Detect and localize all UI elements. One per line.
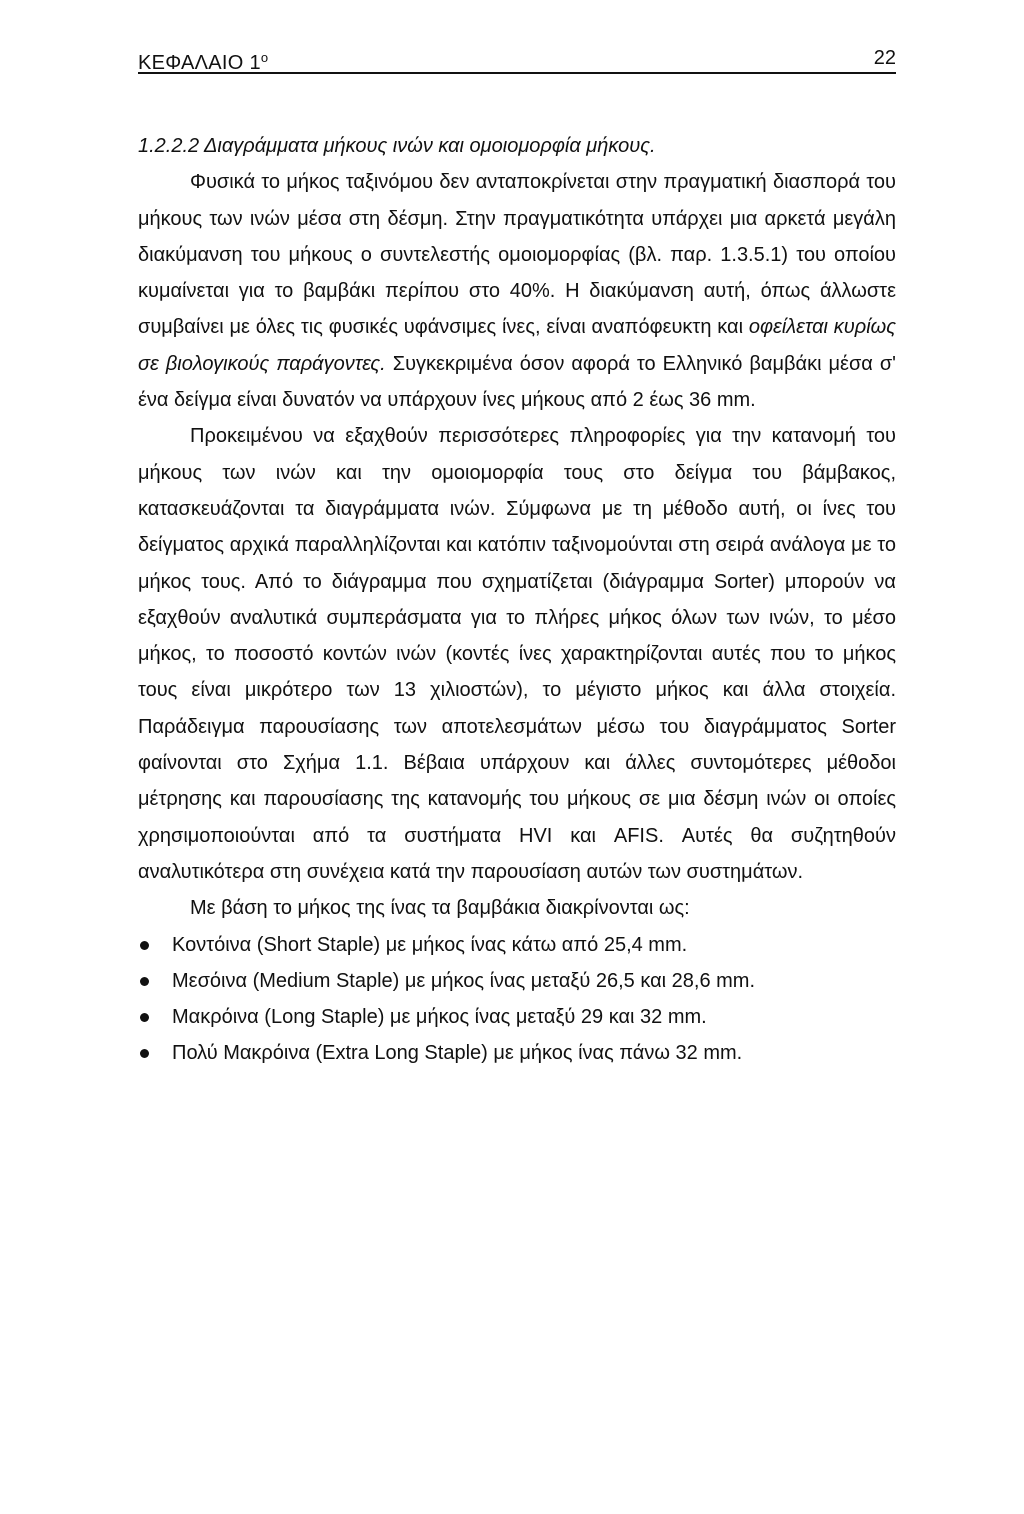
bullet-icon <box>140 977 149 986</box>
list-item-text: Μεσόινα (Medium Staple) με μήκος ίνας μεταξύ 26,5 και 28,6 mm. <box>172 969 756 992</box>
body-text <box>138 128 896 1072</box>
list-item <box>138 999 896 1035</box>
section-title: 1.2.2.2 Διαγράμματα μήκους ινών και ομοιομορφία μήκους. <box>138 135 656 157</box>
bullet-icon <box>140 941 149 950</box>
chapter-text: ΚΕΦΑΛΑΙΟ 1 <box>138 52 261 74</box>
staple-length-list <box>138 927 896 1072</box>
paragraph-2: Προκειμένου να εξαχθούν περισσότερες πληροφορίες για την κατανομή του μήκους των ινών και την ομοιομορφία τους στο δείγμα του βάμβακος, κατασκευάζονται τα διαγράμματα ινών. Σύμφωνα με τη μέθοδο αυτή, οι ίνες του δείγματος αρχικά παραλληλίζονται και κατόπιν ταξινομούνται στη σειρά ανάλογα με το μήκος τους. Από το διάγραμμα που σχηματίζεται (διάγραμμα Sorter) μπορούν να εξαχθούν αναλυτικά συμπεράσματα για το πλήρες μήκος όλων των ινών, το μέσο μήκος, το ποσοστό κοντών ινών (κοντές ίνες χαρακτηρίζονται αυτές που το μήκος τους είναι μικρότερο των 13 χιλιοστών), το μέγιστο μήκος και άλλα στοιχεία. Παράδειγμα παρουσίασης των αποτελεσμάτων μέσω του διαγράμματος Sorter φαίνονται στο Σχήμα 1.1. Βέβαια υπάρχουν και άλλες συντομότερες μέθοδοι μέτρησης και παρουσίασης της κατανομής του μήκους σε μια δέσμη ινών οι οποίες χρησιμοποιούνται από τα συστήματα HVI και AFIS. Αυτές θα συζητηθούν αναλυτικότερα στη συνέχεια κατά την παρουσίαση αυτών των συστημάτων. <box>138 425 896 883</box>
chapter-label <box>138 46 268 75</box>
paragraph-3: Με βάση το μήκος της ίνας τα βαμβάκια διακρίνονται ως: <box>190 897 690 920</box>
bullet-icon <box>140 1013 149 1022</box>
document-page <box>138 0 896 1514</box>
paragraph-1 <box>138 164 896 418</box>
paragraph-1-text-a: Φυσικά το μήκος ταξινόμου δεν ανταποκρίνεται στην πραγματική διασπορά του μήκους των ινών μέσα στη δέσμη. Στην πραγματικότητα υπάρχει μια αρκετά μεγάλη διακύμανση του μήκους ο συντελεστής ομοιομορφίας (βλ. παρ. 1.3.5.1) του οποίου κυμαίνεται για το βαμβάκι περίπου στο 40%. Η διακύμανση αυτή, όπως άλλωστε συμβαίνει με όλες τις φυσικές υφάνσιμες ίνες, είναι αναπόφευκτη και <box>138 171 896 339</box>
list-item-text: Πολύ Μακρόινα (Extra Long Staple) με μήκος ίνας πάνω 32 mm. <box>172 1042 743 1065</box>
paragraph-1-text-b: Συγκεκριμένα όσον αφορά το Ελληνικό βαμβάκι μέσα σ' ένα δείγμα είναι δυνατόν να υπάρχουν ίνες μήκους από 2 έως 36 mm. <box>138 352 897 412</box>
chapter-superscript: ο <box>260 50 269 65</box>
list-item <box>138 1035 896 1071</box>
list-item-text: Κοντόινα (Short Staple) με μήκος ίνας κάτω από 25,4 mm. <box>172 933 688 956</box>
list-item <box>138 963 896 999</box>
page-number: 22 <box>873 47 896 69</box>
list-item <box>138 927 896 963</box>
running-header <box>138 46 896 74</box>
list-item-text: Μακρόινα (Long Staple) με μήκος ίνας μεταξύ 29 και 32 mm. <box>172 1006 707 1029</box>
paragraph-1-italic: οφείλεται κυρίως σε βιολογικούς παράγοντες. <box>138 316 896 375</box>
bullet-icon <box>140 1049 149 1058</box>
